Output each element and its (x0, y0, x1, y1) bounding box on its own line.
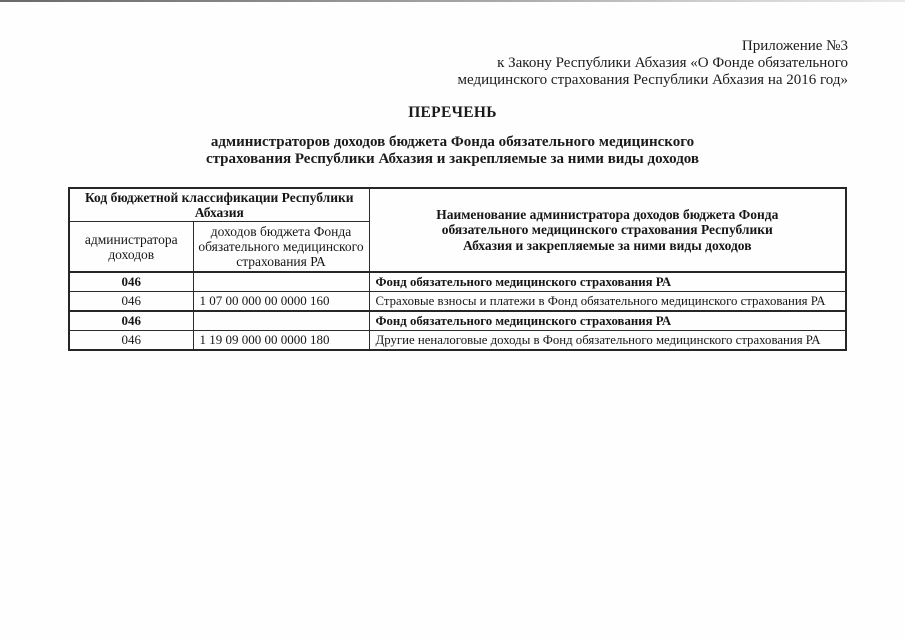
budget-code-cell (193, 311, 369, 331)
scan-edge-artifact (0, 0, 905, 2)
appendix-line-1: Приложение №3 (741, 38, 848, 54)
appendix-line-3: медицинского страхования Республики Абхазия на 2016 год» (457, 72, 848, 88)
budget-code-cell: 1 07 00 000 00 0000 160 (193, 292, 369, 312)
admin-code-cell: 046 (69, 331, 193, 351)
header-classification-group: Код бюджетной классификации Республики Абхазия (69, 188, 369, 222)
income-administrators-table (68, 187, 847, 351)
budget-code-cell: 1 19 09 000 00 0000 180 (193, 331, 369, 351)
page-subtitle (0, 134, 905, 167)
page-title: ПЕРЕЧЕНЬ (408, 104, 497, 121)
header-budget-code: доходов бюджета Фонда обязательного медицинского страхования РА (193, 222, 369, 273)
appendix-reference (458, 38, 849, 89)
budget-code-cell (193, 272, 369, 292)
page-subtitle-line-1: администраторов доходов бюджета Фонда обязательного медицинского (210, 134, 695, 150)
header-admin-code: администратора доходов (69, 222, 193, 273)
table-row (69, 292, 846, 312)
appendix-line-2: к Закону Республики Абхазия «О Фонде обязательного (497, 55, 848, 71)
table-header-row-1 (69, 188, 846, 222)
admin-code-cell: 046 (69, 311, 193, 331)
table-row (69, 311, 846, 331)
table-row (69, 331, 846, 351)
income-name-cell: Фонд обязательного медицинского страхования РА (369, 272, 846, 292)
page-subtitle-line-2: страхования Республики Абхазия и закрепляемые за ними виды доходов (205, 150, 700, 167)
admin-code-cell: 046 (69, 272, 193, 292)
header-administrator-name: Наименование администратора доходов бюджета Фонда обязательного медицинского страхования Республики Абхазия и закрепляемые за ними виды доходов (369, 188, 846, 272)
table-row (69, 272, 846, 292)
income-name-cell: Другие неналоговые доходы в Фонд обязательного медицинского страхования РА (369, 331, 846, 351)
income-name-cell: Фонд обязательного медицинского страхования РА (369, 311, 846, 331)
admin-code-cell: 046 (69, 292, 193, 312)
income-name-cell: Страховые взносы и платежи в Фонд обязательного медицинского страхования РА (369, 292, 846, 312)
